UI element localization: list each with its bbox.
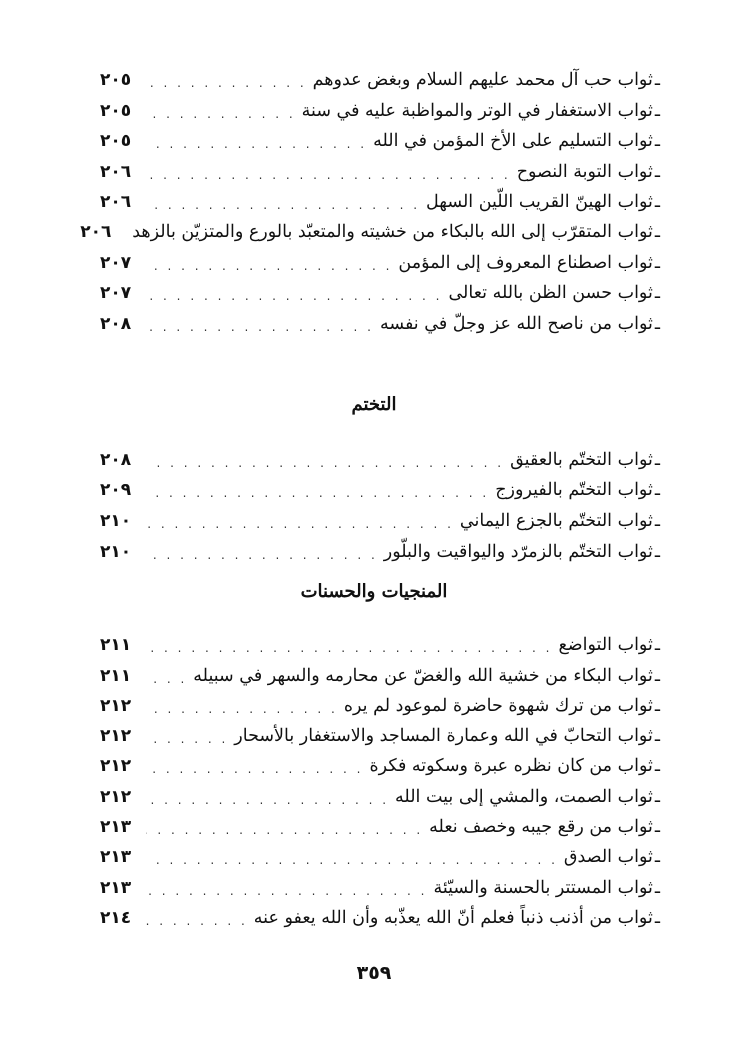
entry-page: ٢٠٦ xyxy=(100,191,132,212)
entry-bullet: ـ xyxy=(654,877,660,898)
entry-title: ثواب من أذنب ذنباً فعلم أنّ الله يعذّبه وأن الله يعفو عنه xyxy=(253,907,653,928)
toc-entry xyxy=(100,275,660,305)
entry-bullet: ـ xyxy=(654,817,660,838)
toc-entry xyxy=(100,688,660,718)
entry-bullet: ـ xyxy=(654,665,660,686)
entry-page: ٢١٢ xyxy=(100,756,132,777)
entry-title: ثواب التسليم على الأخ المؤمن في الله xyxy=(373,131,653,152)
entry-page: ٢٠٥ xyxy=(100,70,132,91)
entry-bullet: ـ xyxy=(654,756,660,777)
entry-title: ثواب من ترك شهوة حاضرة لموعود لم يره xyxy=(343,695,653,716)
toc-entry xyxy=(100,809,660,839)
entry-page: ٢١٢ xyxy=(100,726,132,747)
entry-title: ثواب التواضع xyxy=(558,635,653,656)
entry-bullet: ـ xyxy=(654,283,660,304)
entry-page: ٢١٣ xyxy=(100,817,132,838)
toc-entry xyxy=(100,869,660,899)
dot-leader xyxy=(146,730,228,748)
dot-leader xyxy=(146,821,423,839)
dot-leader xyxy=(146,546,378,564)
entry-page: ٢١٤ xyxy=(100,907,132,928)
entry-title: ثواب التحابّ في الله وعمارة المساجد والاستغفار بالأسحار xyxy=(234,726,653,747)
toc-entry xyxy=(100,839,660,869)
entry-bullet: ـ xyxy=(654,847,660,868)
entry-bullet: ـ xyxy=(654,313,660,334)
entry-page: ٢١٢ xyxy=(100,786,132,807)
dot-leader xyxy=(146,670,187,688)
entry-bullet: ـ xyxy=(654,131,660,152)
entry-bullet: ـ xyxy=(654,635,660,656)
dot-leader xyxy=(146,791,389,809)
dot-leader xyxy=(146,196,420,214)
dot-leader xyxy=(146,105,296,123)
toc-entry xyxy=(100,900,660,930)
entry-bullet: ـ xyxy=(654,726,660,747)
entry-title: ثواب حب آل محمد عليهم السلام وبغض عدوهم xyxy=(312,70,653,91)
entry-bullet: ـ xyxy=(654,480,660,501)
entry-title: ثواب المتقرّب إلى الله بالبكاء من خشيته والمتعبّد بالورع والمتزيّن بالزهد xyxy=(132,222,653,243)
entry-page: ٢٠٧ xyxy=(100,283,132,304)
dot-leader xyxy=(146,700,338,718)
section-heading: المنجيات والحسنات xyxy=(300,581,448,602)
toc-entry xyxy=(100,502,660,533)
toc-entry xyxy=(100,748,660,778)
section-heading: التختم xyxy=(351,394,397,415)
dot-leader xyxy=(146,135,367,153)
entry-page: ٢٠٦ xyxy=(80,222,112,243)
dot-leader xyxy=(146,74,307,92)
entry-page: ٢٠٩ xyxy=(100,480,132,501)
entry-title: ثواب الصدق xyxy=(563,847,653,868)
entry-bullet: ـ xyxy=(654,511,660,532)
entry-page: ٢١٠ xyxy=(100,511,132,532)
entry-bullet: ـ xyxy=(654,100,660,121)
entry-page: ٢١٣ xyxy=(100,877,132,898)
entry-title: ثواب التختّم بالفيروزج xyxy=(495,480,653,501)
entry-bullet: ـ xyxy=(654,161,660,182)
dot-leader xyxy=(146,515,454,533)
entry-title: ثواب التوبة النصوح xyxy=(516,161,653,182)
entry-page: ٢٠٧ xyxy=(100,252,132,273)
entry-bullet: ـ xyxy=(654,449,660,470)
entry-page: ٢١٣ xyxy=(100,847,132,868)
entry-title: ثواب التختّم بالعقيق xyxy=(510,449,653,470)
toc-entry xyxy=(100,123,660,153)
entry-title: ثواب من ناصح الله عز وجلّ في نفسه xyxy=(379,313,653,334)
toc-entry xyxy=(100,778,660,808)
dot-leader xyxy=(146,639,552,657)
dot-leader xyxy=(146,484,489,502)
entry-title: ثواب الصمت، والمشي إلى بيت الله xyxy=(395,786,653,807)
toc-section-3 xyxy=(100,627,660,930)
entry-page: ٢٠٨ xyxy=(100,313,132,334)
entry-title: ثواب التختّم بالجزع اليماني xyxy=(459,511,653,532)
dot-leader xyxy=(146,882,427,900)
entry-page: ٢٠٥ xyxy=(100,131,132,152)
dot-leader xyxy=(146,454,504,472)
entry-bullet: ـ xyxy=(654,222,660,243)
entry-title: ثواب الاستغفار في الوتر والمواظبة عليه في سنة xyxy=(301,100,653,121)
dot-leader xyxy=(146,166,511,184)
entry-page: ٢١١ xyxy=(100,635,132,656)
toc-entry xyxy=(100,244,660,274)
toc-entry xyxy=(100,472,660,503)
toc-entry xyxy=(100,305,660,335)
entry-page: ٢١٠ xyxy=(100,541,132,562)
toc-entry xyxy=(100,718,660,748)
entry-title: ثواب المستتر بالحسنة والسيّئة xyxy=(433,877,653,898)
toc-entry xyxy=(100,627,660,657)
entry-title: ثواب من رقع جيبه وخصف نعله xyxy=(429,817,653,838)
toc-entry xyxy=(100,153,660,183)
entry-page: ٢٠٦ xyxy=(100,161,132,182)
dot-leader xyxy=(146,760,364,778)
entry-title: ثواب الهينّ القريب اللّين السهل xyxy=(426,191,653,212)
toc-entry xyxy=(100,533,660,564)
toc-entry xyxy=(100,62,660,92)
entry-page: ٢٠٥ xyxy=(100,100,132,121)
dot-leader xyxy=(146,257,392,275)
dot-leader xyxy=(146,318,374,336)
toc-section-2 xyxy=(100,441,660,564)
entry-page: ٢٠٨ xyxy=(100,449,132,470)
entry-bullet: ـ xyxy=(654,70,660,91)
entry-bullet: ـ xyxy=(654,541,660,562)
toc-entry xyxy=(80,214,660,244)
entry-page: ٢١٢ xyxy=(100,695,132,716)
entry-title: ثواب البكاء من خشية الله والغضّ عن محارمه والسهر في سبيله xyxy=(193,665,653,686)
toc-entry xyxy=(100,92,660,122)
entry-title: ثواب التختّم بالزمرّد واليواقيت والبلّور xyxy=(383,541,653,562)
entry-bullet: ـ xyxy=(654,786,660,807)
toc-entry xyxy=(100,657,660,687)
dot-leader xyxy=(146,287,442,305)
toc-entry xyxy=(100,441,660,472)
entry-bullet: ـ xyxy=(654,252,660,273)
page-number: ٣٥٩ xyxy=(356,962,392,984)
entry-bullet: ـ xyxy=(654,907,660,928)
entry-title: ثواب حسن الظن بالله تعالى xyxy=(448,283,653,304)
toc-section-1 xyxy=(80,62,660,336)
dot-leader xyxy=(146,912,248,930)
toc-entry xyxy=(100,184,660,214)
entry-bullet: ـ xyxy=(654,695,660,716)
entry-bullet: ـ xyxy=(654,191,660,212)
dot-leader xyxy=(146,851,558,869)
entry-title: ثواب اصطناع المعروف إلى المؤمن xyxy=(398,252,653,273)
entry-page: ٢١١ xyxy=(100,665,132,686)
entry-title: ثواب من كان نظره عبرة وسكوته فكرة xyxy=(369,756,653,777)
